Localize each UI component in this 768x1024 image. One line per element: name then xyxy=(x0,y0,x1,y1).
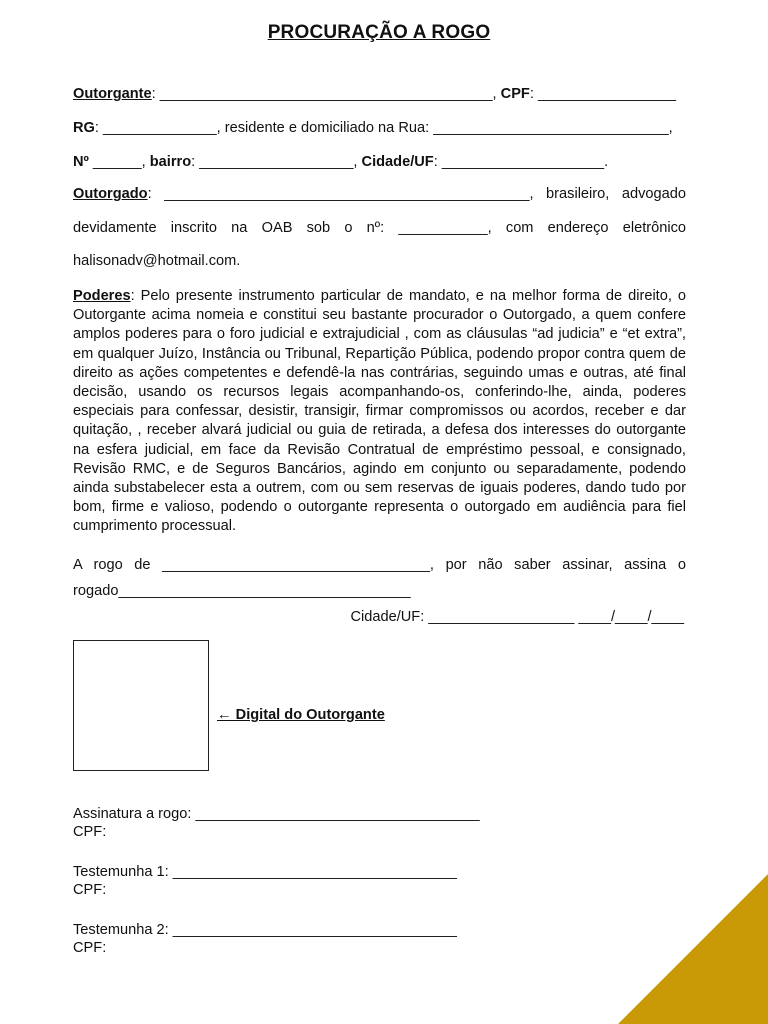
numero-label: Nº xyxy=(73,154,89,170)
assinatura-cpf: CPF: xyxy=(73,824,107,840)
testemunha-2-cpf: CPF: xyxy=(73,940,107,956)
poderes-paragraph xyxy=(73,287,686,537)
outorgante-label: Outorgante xyxy=(73,86,152,102)
poderes-text: : Pelo presente instrumento particular de mandato, e na melhor forma de direito, o Outorgante acima nomeia e constitui seu bastante procurador o Outorgado, a quem confere amplos poderes para o foro judicial e extrajudicial , com as cláusulas “ad judicia” e “et extra”, em qualquer Juízo, Instância ou Tribunal, Repartição Pública, podendo propor contra quem de direito as ações competentes e defendê-la nas contrárias, seguindo umas e outras, até final decisão, usando os recursos legais acompanhando-os, conferindo-lhe, ainda, poderes especiais para confessar, desistir, transigir, firmar compromissos ou acordos, receber e dar quitação, , receber alvará judicial ou guia de retirada, a defesa dos interesses do outorgante na esfera judicial, em face da Revisão Contratual de empréstimo pessoal, e consignado, Revisão RMC, e de Seguros Bancários, agindo em conjunto ou separadamente, podendo ainda substabelecer esta a outrem, com ou sem reservas de iguais poderes, dando tudo por bom, firme e valioso, podendo o outorgante representa o outorgado em audiência para fiel cumprimento processual. xyxy=(73,288,686,535)
outorgado-line-2: devidamente inscrito na OAB sob o nº: ___________, com endereço eletrônico xyxy=(73,220,686,236)
document-title: PROCURAÇÃO A ROGO xyxy=(267,22,491,43)
cidade-blank: : ____________________. xyxy=(433,154,609,170)
outorgado-line1-rest: : _____________________________________________, brasileiro, advogado xyxy=(147,186,686,202)
testemunha-2-line: Testemunha 2: ___________________________________ xyxy=(73,922,457,938)
rogo-line-1: A rogo de _________________________________, por não saber assinar, assina o xyxy=(73,557,686,573)
assinatura-rogo-line: Assinatura a rogo: ___________________________________ xyxy=(73,806,480,822)
rg-line xyxy=(73,119,686,137)
corner-triangle xyxy=(618,874,768,1024)
cidade-data-line: Cidade/UF: __________________ ____/____/____ xyxy=(350,609,684,625)
outorgante-cpf-blank: : _________________ xyxy=(529,86,676,102)
numero-blank: ______, xyxy=(88,154,150,170)
poderes-label: Poderes xyxy=(73,288,131,304)
cidade-label: Cidade/UF xyxy=(361,154,434,170)
bairro-blank: : ___________________, xyxy=(191,154,362,170)
outorgante-name-blank: : _________________________________________, xyxy=(151,86,501,102)
outorgante-line xyxy=(73,85,686,103)
outorgado-label: Outorgado xyxy=(73,186,148,202)
rogo-line-2: rogado____________________________________ xyxy=(73,583,411,599)
address-line xyxy=(73,153,686,171)
outorgante-cpf-label: CPF xyxy=(500,86,530,102)
testemunha-1-cpf: CPF: xyxy=(73,882,107,898)
rg-label: RG xyxy=(73,120,95,136)
outorgado-email: halisonadv@hotmail.com. xyxy=(73,253,241,269)
corner-decoration xyxy=(618,874,768,1024)
outorgado-line-1 xyxy=(73,185,686,203)
bairro-label: bairro xyxy=(149,154,192,170)
testemunha-1-line: Testemunha 1: ___________________________________ xyxy=(73,864,457,880)
rg-rest: : ______________, residente e domiciliado na Rua: _____________________________, xyxy=(94,120,673,136)
fingerprint-box xyxy=(73,640,209,771)
fingerprint-label: ← Digital do Outorgante xyxy=(217,707,385,723)
